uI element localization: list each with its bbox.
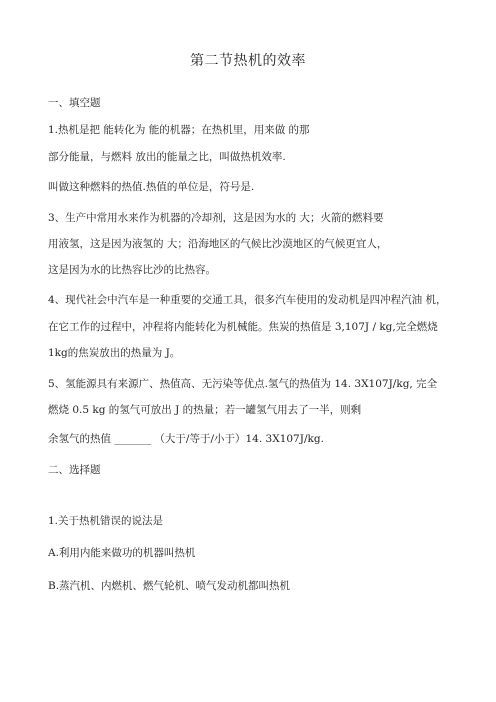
section-heading-fill-in: 一、填空题 <box>48 97 101 109</box>
question-5-line-1: 5、氢能源具有来源广、热值高、无污染等优点.氢气的热值为 14. 3X107J/kg, 完全 <box>48 378 438 390</box>
mc-question-1-option-b: B.蒸汽机、内燃机、燃气轮机、喷气发动机都叫热机 <box>48 580 291 592</box>
question-3-line-1: 3、生产中常用水来作为机器的冷却剂，这是因为水的 大；火箭的燃料要 <box>48 212 384 224</box>
question-5-line-2: 燃烧 0.5 kg 的氢气可放出 J 的热量；若一罐氢气用去了一半，则剩 <box>48 404 362 416</box>
mc-question-1-option-a: A.利用内能来做功的机器叫热机 <box>48 547 196 559</box>
question-3-line-3: 这是因为水的比热容比沙的比热容。 <box>48 264 216 276</box>
page-title: 第二节热机的效率 <box>190 53 306 69</box>
question-4-line-2: 在它工作的过程中，冲程将内能转化为机械能。焦炭的热值是 3,107J / kg,完全燃烧 <box>48 321 438 333</box>
question-3-line-2: 用液氢，这是因为液氢的 大；沿海地区的气候比沙漠地区的气候更宜人， <box>48 238 388 250</box>
question-4-line-3: 1kg的焦炭放出的热量为 J。 <box>48 347 181 359</box>
mc-question-1-stem: 1.关于热机错误的说法是 <box>48 515 164 527</box>
question-4-line-1: 4、现代社会中汽车是一种重要的交通工具，很多汽车使用的发动机是四冲程汽油 机， <box>48 294 447 306</box>
question-1-line-2: 部分能量，与燃料 放出的能量之比，叫做热机效率. <box>48 151 286 163</box>
question-1-line-1: 1.热机是把 能转化为 能的机器；在热机里，用来做 的那 <box>48 124 310 136</box>
section-heading-multiple-choice: 二、选择题 <box>48 464 101 476</box>
question-5-line-3: 余氢气的热值 _______ （大于/等于/小于）14. 3X107J/kg. <box>48 433 324 445</box>
question-1-line-3: 叫做这种燃料的热值.热值的单位是，符号是. <box>48 181 255 193</box>
